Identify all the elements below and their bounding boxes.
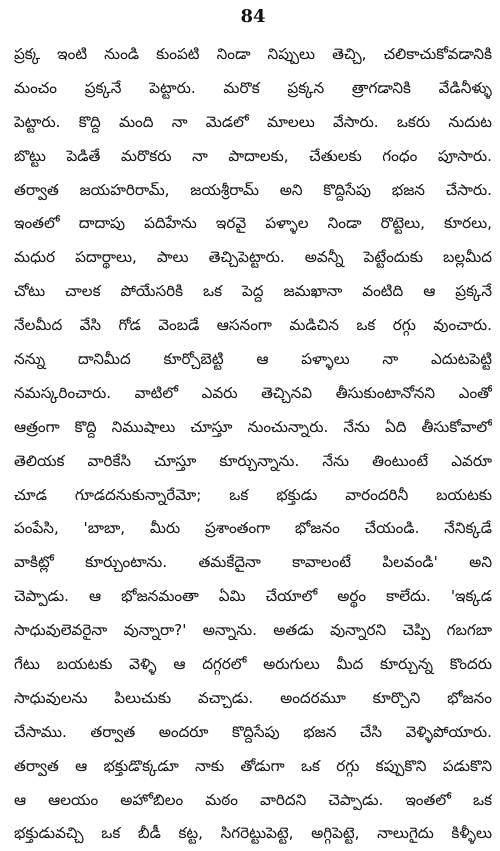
- text-line: వాకిట్లో కూర్చుంటాను. తమకేదైనా కావాలంటే పిలవండి' అని: [14, 553, 492, 572]
- text-line: సాధువులను పిలుచుకు వచ్చాడు. అందరమూ కూర్చొని భోజనం: [14, 688, 492, 707]
- text-line: నన్ను దానిమీద కూర్చోబెట్టి ఆ పళ్ళాలు నా ఎదుటపెట్టి: [14, 350, 492, 369]
- body-text: [14, 38, 492, 851]
- text-line: తెలియక వారికేసి చూస్తూ కూర్చున్నాను. నేను తింటుంటే ఎవరూ: [14, 451, 492, 470]
- text-line: భక్తుడువచ్చి ఒక బీడీ కట్ట, సిగరెట్టుపెట్టె, అగ్గిపెట్టె, నాలుగైదు కిళ్ళీలు: [14, 824, 492, 843]
- text-line: తర్వాత ఆ భక్తుడొక్కడూ నాకు తోడుగా ఒక రగ్గు కప్పుకొని పడుకొని: [14, 756, 492, 775]
- text-line: తర్వాత జయహరిరామ్, జయశ్రీరామ్ అని కొద్దిసేపు భజన చేసారు.: [14, 180, 492, 199]
- text-line: పంపేసి, 'బాబా, మీరు ప్రశాంతంగా భోజనం చేయండి. నేనిక్కడే: [14, 519, 492, 538]
- text-line: ఆ ఆలయం అహోబిలం మఠం వారిదని చెప్పాడు. ఇంతలో ఒక: [14, 790, 492, 809]
- text-line: పెట్టారు. కొద్ది మంది నా మెడలో మాలలు వేసారు. ఒకరు నుదుట: [14, 112, 492, 131]
- text-line: గేటు బయటకు వెళ్ళి ఆ దగ్గరలో అరుగులు మీద కూర్చున్న కొందరు: [14, 655, 492, 674]
- text-line: నేలమీద వేసి గోడ వెంబడే ఆసనంగా మడిచిన ఒక రగ్గు వుంచారు.: [14, 316, 492, 335]
- text-line: మధుర పదార్థాలు, పాలు తెచ్చిపెట్టారు. అవన్నీ పెట్టేందుకు బల్లమీద: [14, 248, 492, 267]
- text-line: నమస్కరించారు. వాటిలో ఎవరు తెచ్చినవి తీసుకుంటానోనని ఎంతో: [14, 383, 492, 402]
- text-line: ఇంతలో దాదాపు పదిహేను ఇరవై పళ్ళాల నిండా రొట్టెలు, కూరలు,: [14, 214, 492, 233]
- text-line: చెప్పాడు. ఆ భోజనమంతా ఏమి చేయాలో అర్థం కాలేదు. 'ఇక్కడ: [14, 587, 492, 606]
- text-line: సాధువులెవరైనా వున్నారా?' అన్నాను. అతడు వున్నారని చెప్పి గబగబా: [14, 621, 492, 640]
- text-line: చేసాము. తర్వాత అందరూ కొద్దిసేపు భజన చేసి వెళ్ళిపోయారు.: [14, 722, 492, 741]
- page-number: 84: [240, 6, 266, 27]
- text-line: చోటు చాలక పోయేసరికి ఒక పెద్ద జమఖానా వంటిది ఆ ప్రక్కనే: [14, 282, 492, 301]
- text-line: ప్రక్క ఇంటి నుండి కుంపటి నిండా నిప్పులు తెచ్చి, చలికాచుకోవడానికి: [14, 45, 492, 63]
- text-line: బొట్టు పెడితే మరొకరు నా పాదాలకు, చేతులకు గంధం పూసారు.: [14, 146, 492, 165]
- text-line: ఆత్రంగా కొద్ది నిముషాలు చూస్తూ నుంచున్నారు. నేను ఏది తీసుకోవాలో: [14, 417, 492, 436]
- text-line: మంచం ప్రక్కనే పెట్టారు. మరొక ప్రక్కన త్రాగడానికి వేడినీళ్ళు: [14, 78, 492, 97]
- text-line: చూడ గూడదనుకున్నారేమో; ఒక భక్తుడు వారందరినీ బయటకు: [14, 485, 492, 504]
